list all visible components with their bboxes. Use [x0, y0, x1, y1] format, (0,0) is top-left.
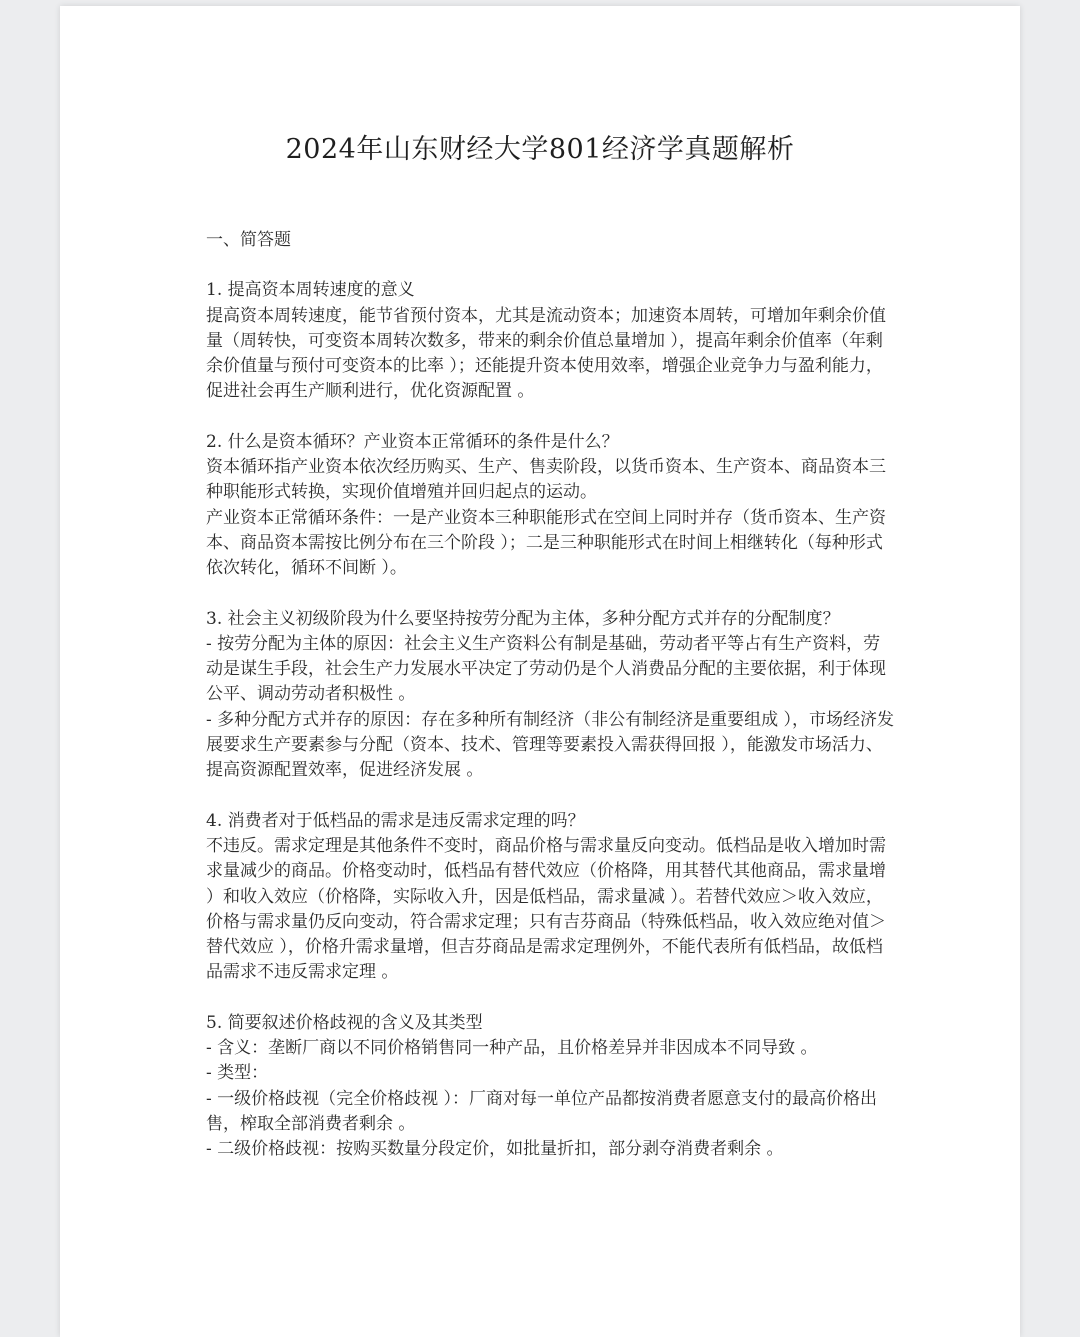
answer-paragraph: 提高资本周转速度，能节省预付资本，尤其是流动资本；加速资本周转，可增加年剩余价值量（周转快，可变资本周转次数多，带来的剩余价值总量增加 ），提高年剩余价值率（年剩余价值量与预付可变资本的比率 ）；还能提升资本使用效率，增强企业竞争力与盈利能力，促进社会再生产顺利进行，优化资源配置 。	[206, 305, 886, 402]
answer-paragraph: - 二级价格歧视：按购买数量分段定价，如批量折扣，部分剥夺消费者剩余 。	[206, 1139, 784, 1160]
question-title: 2. 什么是资本循环？产业资本正常循环的条件是什么？	[206, 431, 619, 452]
section-heading: 一、简答题	[206, 230, 291, 250]
answer-paragraph: 资本循环指产业资本依次经历购买、生产、售卖阶段，以货币资本、生产资本、商品资本三种职能形式转换，实现价值增殖并回归起点的运动。	[206, 457, 886, 503]
answer-paragraph: - 类型：	[206, 1063, 269, 1084]
question-3	[206, 607, 896, 784]
answer-paragraph: - 一级价格歧视（完全价格歧视 ）：厂商对每一单位产品都按消费者愿意支付的最高价格出售，榨取全部消费者剩余 。	[206, 1088, 878, 1134]
answer-paragraph: - 按劳分配为主体的原因：社会主义生产资料公有制是基础，劳动者平等占有生产资料，劳动是谋生手段，社会生产力发展水平决定了劳动仍是个人消费品分配的主要依据，利于体现公平、调动劳动者积极性 。	[206, 633, 886, 705]
answer-paragraph: 产业资本正常循环条件：一是产业资本三种职能形式在空间上同时并存（货币资本、生产资本、商品资本需按比例分布在三个阶段 ）；二是三种职能形式在时间上相继转化（每种形式依次转化，循环不间断 ）。	[206, 507, 886, 579]
question-5	[206, 1011, 896, 1163]
question-title: 1. 提高资本周转速度的意义	[206, 280, 415, 301]
question-2	[206, 430, 896, 582]
answer-paragraph: 不违反。需求定理是其他条件不变时，商品价格与需求量反向变动。低档品是收入增加时需求量减少的商品。价格变动时，低档品有替代效应（价格降，用其替代其他商品，需求量增 ）和收入效应（价格降，实际收入升，因是低档品，需求量减 ）。若替代效应＞收入效应，价格与需求量仍反向变动，符合需求定理；只有吉芬商品（特殊低档品，收入效应绝对值＞替代效应 ），价格升需求量增，但吉芬商品是需求定理例外，不能代表所有低档品，故低档品需求不违反需求定理 。	[206, 835, 886, 983]
answer-paragraph: - 多种分配方式并存的原因：存在多种所有制经济（非公有制经济是重要组成 ），市场经济发展要求生产要素参与分配（资本、技术、管理等要素投入需获得回报 ），能激发市场活力、提高资源配置效率，促进经济发展 。	[206, 709, 895, 781]
question-1	[206, 278, 896, 404]
question-title: 3. 社会主义初级阶段为什么要坚持按劳分配为主体，多种分配方式并存的分配制度？	[206, 608, 840, 629]
document-page	[60, 6, 1020, 1337]
question-title: 4. 消费者对于低档品的需求是违反需求定理的吗？	[206, 810, 585, 831]
question-4	[206, 809, 896, 986]
answer-paragraph: - 含义：垄断厂商以不同价格销售同一种产品，且价格差异并非因成本不同导致 。	[206, 1038, 818, 1059]
document-title: 2024年山东财经大学801经济学真题解析	[285, 134, 795, 165]
question-title: 5. 简要叙述价格歧视的含义及其类型	[206, 1012, 483, 1033]
document-body	[206, 228, 896, 1188]
